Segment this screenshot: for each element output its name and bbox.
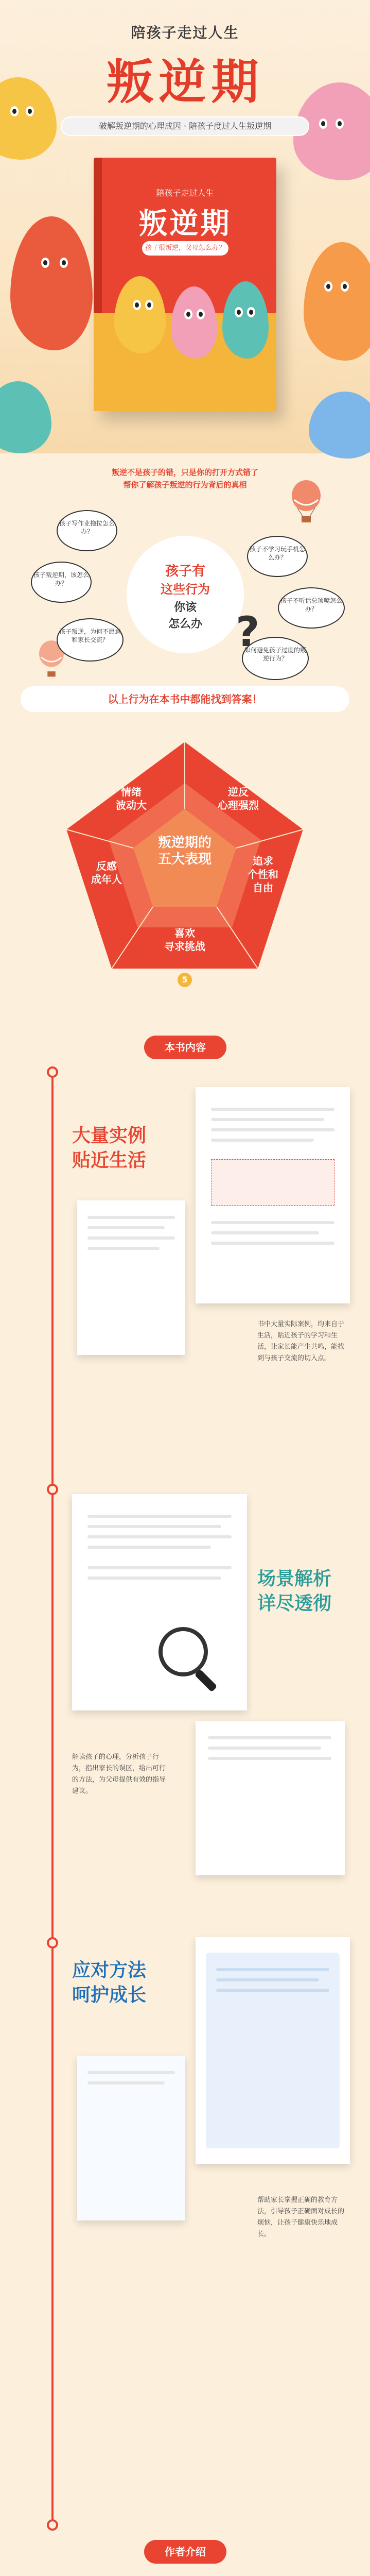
feature-title-line: 大量实例 [72, 1125, 147, 1146]
cover-yellow-blob [114, 276, 166, 353]
eye-icon [197, 309, 205, 319]
text-line [208, 1736, 331, 1739]
page-highlight-box [206, 1953, 340, 2148]
hot-air-balloon-icon [288, 479, 324, 526]
text-line [87, 1525, 221, 1528]
feature-note-examples: 书中大量实际案例，均来自于生活，贴近孩子的学习和生活，让家长能产生共鸣，能找到与孩子交流的切入点。 [257, 1320, 345, 1362]
book-cover [94, 158, 276, 411]
question-bubble: 孩子叛逆，为何不愿意和家长交流？ [57, 618, 124, 662]
eye-icon [41, 258, 49, 268]
text-line [87, 1535, 232, 1538]
magnifier-icon [154, 1623, 226, 1695]
text-line [211, 1128, 334, 1131]
timeline-line [51, 1066, 54, 2530]
blue-blob-right [309, 392, 370, 459]
pentagon-item-line: 逆反 [228, 786, 249, 798]
text-line [211, 1242, 334, 1245]
book-page-spread [196, 1087, 350, 1303]
text-line [87, 1546, 211, 1549]
hero-subtitle: 陪孩子走过人生 [131, 24, 239, 41]
teal-blob-left [0, 381, 51, 453]
eye-icon [319, 118, 327, 129]
feature-title-scenarios [257, 1566, 331, 1616]
timeline-node [47, 1484, 58, 1495]
book-cover-small-title: 陪孩子走过人生 [156, 188, 214, 198]
text-line [87, 1577, 221, 1580]
pentagon-item-line: 追求 [253, 855, 273, 867]
cover-teal-blob [222, 281, 269, 359]
eye-icon [324, 281, 332, 292]
book-page-spread [196, 1721, 345, 1875]
feature-title-line: 贴近生活 [72, 1149, 147, 1171]
text-line [87, 1247, 160, 1250]
feature-title-examples [72, 1123, 146, 1173]
pentagon-item-line: 成年人 [91, 873, 122, 886]
text-line [87, 1236, 175, 1240]
pentagon-item-emotion [111, 785, 152, 812]
pentagon-diagram [56, 732, 313, 989]
eye-icon [184, 309, 192, 319]
text-line [211, 1231, 319, 1234]
pentagon-center-line-1: 叛逆期的 [157, 835, 212, 851]
text-line [87, 1216, 175, 1219]
intro-line-1: 叛逆不是孩子的错，只是你的打开方式错了 [111, 468, 258, 477]
book-cover-title: 叛逆期 [138, 207, 232, 241]
page-highlight-box [211, 1159, 334, 1206]
pentagon-item-freedom [242, 854, 284, 894]
pentagon-item-line: 个性和 [248, 868, 278, 880]
text-line [211, 1118, 324, 1121]
hero-title: 叛逆期 [106, 54, 264, 110]
text-line [208, 1757, 331, 1760]
eye-icon [60, 258, 68, 268]
question-bubble: 孩子叛逆期，该怎么办？ [31, 562, 92, 603]
cover-pink-blob [171, 286, 217, 359]
text-line [216, 1978, 319, 1981]
pentagon-item-line: 寻求挑战 [164, 940, 205, 953]
text-line [87, 2071, 175, 2074]
pentagon-center-label [155, 835, 214, 868]
pentagon-item-line: 心理强烈 [218, 799, 259, 811]
pentagon-item-challenge [159, 926, 210, 953]
book-cover-pill: 孩子很叛逆，父母怎么办？ [142, 241, 228, 256]
pentagon-item-line: 喜欢 [174, 927, 195, 939]
text-line [87, 2081, 165, 2084]
question-center-line-1: 孩子有 [165, 564, 205, 579]
pentagon-item-adults [86, 859, 127, 886]
text-line [211, 1108, 334, 1111]
question-center-circle [127, 536, 244, 653]
question-mark-icon: ? [236, 608, 260, 656]
book-page-spread [77, 1200, 185, 1355]
pentagon-item-line: 反感 [96, 860, 117, 872]
pentagon-center-line-2: 五大表现 [157, 852, 212, 867]
question-bubble: 孩子不听话总顶嘴怎么办？ [278, 587, 345, 629]
text-line [216, 1968, 329, 1971]
eye-icon [145, 300, 153, 310]
pentagon-item-rebellion [218, 785, 259, 812]
feature-title-line: 呵护成长 [72, 1984, 147, 2006]
pentagon-item-line: 波动大 [116, 799, 147, 811]
question-bubble: 如何避免孩子过度的叛逆行为？ [242, 637, 309, 680]
text-line [211, 1221, 334, 1224]
eye-icon [336, 118, 344, 129]
eye-icon [247, 307, 255, 317]
hero-tagline: 破解叛逆期的心理成因 · 陪孩子度过人生叛逆期 [61, 116, 309, 136]
text-line [87, 1226, 165, 1229]
timeline-node [47, 1937, 58, 1948]
hero-banner [0, 0, 370, 453]
answers-banner: 以上行为在本书中都能找到答案！ [21, 686, 349, 712]
feature-note-scenarios: 解读孩子的心理，分析孩子行为，指出家长的误区，给出可行的方法，为父母提供有效的指导建议。 [72, 1753, 166, 1795]
timeline-node [47, 1066, 58, 1078]
pentagon-number: 5 [178, 973, 192, 987]
feature-title-methods [72, 1958, 146, 2007]
intro-line-2: 帮你了解孩子叛逆的行为背后的真相 [123, 480, 247, 489]
eye-icon [235, 307, 243, 317]
section-head-content: 本书内容 [144, 1036, 226, 1059]
question-bubble: 孩子写作业拖拉怎么办？ [57, 510, 117, 551]
feature-title-line: 场景解析 [257, 1568, 332, 1589]
question-bubble: 孩子不学习玩手机怎么办？ [247, 536, 308, 577]
text-line [211, 1139, 314, 1142]
text-line [87, 1515, 232, 1518]
text-line [208, 1747, 321, 1750]
feature-title-line: 应对方法 [72, 1959, 147, 1981]
text-line [216, 1989, 329, 1992]
eye-icon [341, 281, 349, 292]
red-blob-left [10, 216, 93, 350]
orange-blob-right [304, 242, 370, 361]
text-line [87, 1566, 232, 1569]
question-center-line-4: 怎么办 [168, 618, 202, 631]
book-page-spread [77, 2056, 185, 2221]
feature-note-methods: 帮助家长掌握正确的教育方法，引导孩子正确面对成长的烦恼，让孩子健康快乐地成长。 [257, 2196, 345, 2238]
timeline-node [47, 2519, 58, 2531]
question-center-line-2: 这些行为 [161, 582, 210, 597]
question-center-line-3: 你该 [173, 601, 197, 614]
section-head-author: 作者介绍 [144, 2540, 226, 2564]
feature-title-line: 详尽透彻 [257, 1592, 332, 1614]
pentagon-item-line: 自由 [253, 882, 273, 894]
book-page-spread [196, 1937, 350, 2164]
eye-icon [133, 300, 141, 310]
pentagon-item-line: 情绪 [121, 786, 142, 798]
